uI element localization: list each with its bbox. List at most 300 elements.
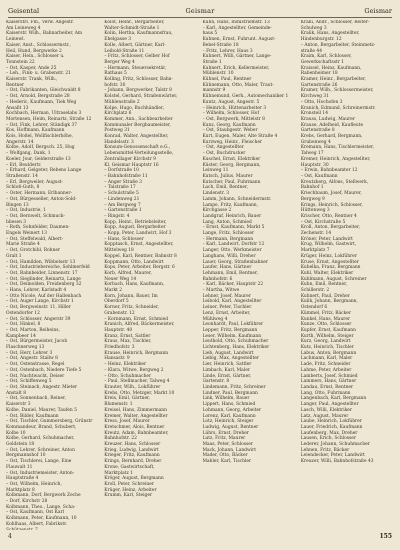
directory-entry: – Otto, Schuhmacher (104, 373, 152, 379)
directory-entry: Kröner, Peter, Landwirt (300, 236, 353, 242)
directory-entry: Hauptstraße 4 (6, 476, 39, 482)
directory-entry: Lindemann, Fritz, Schreiner (202, 385, 266, 390)
directory-entry: Kuhn, Hans, Industriemstr. 13 (202, 20, 270, 25)
directory-entry: Hansastr. 9 (104, 356, 130, 362)
directory-entry: – Ernst, Kaufmann, Markt 5 (202, 225, 265, 231)
directory-entry: Kruse, Ernst, Angestellter (300, 259, 359, 265)
directory-entry: Lahme, Peter, Arbeiter (300, 367, 352, 373)
directory-entry: – Ost, Deimolden, Freidenberg 32 (6, 282, 82, 288)
directory-entry: Leiendecker, Peter, Landwirt (300, 453, 365, 459)
directory-entry: Kühnel, Paul, Rentner (202, 77, 252, 83)
directory-entry: Kaiserstr 3 (6, 402, 31, 408)
directory-entry: Kralik, Hans, Angestellter, (300, 31, 360, 37)
directory-entry: Leiner, Peter, Tischler (202, 305, 252, 311)
directory-entry: Grubenweg 4 (300, 139, 331, 145)
directory-entry: Mack, Johann, Landwirt (202, 447, 257, 453)
directory-entry: Gralt 1 (6, 253, 22, 259)
directory-entry: Zentrallager Kirchstr 9 (104, 156, 156, 162)
directory-entry: Lauer, Georg, Straßenbahner (202, 259, 268, 265)
directory-entry: – Ost, Industriemeister, Anton- (6, 470, 75, 476)
directory-entry: Mühlweg 4 (202, 316, 228, 322)
directory-entry: – Ost, Staubgestr. Weber (202, 128, 258, 134)
directory-entry: Mühlenstraße 2 (104, 99, 140, 105)
directory-entry: – Hermann, Bergmann (202, 236, 254, 242)
directory-entry: – Ost, Wilhelm, Heinrich, (6, 481, 62, 487)
directory-entry: – Ost, Bernwelt, Schmuck- (6, 213, 65, 219)
directory-entry: Rabenheimer 18 (300, 71, 338, 77)
directory-entry: Gartenstr. 8 (202, 379, 230, 385)
directory-entry: Kolling, Fritz, Schlosser, Bahn- (104, 77, 173, 83)
directory-entry: Kraim, Karl, Schlosser, (300, 54, 352, 60)
directory-entry: Link, Wilhelm, Bauer (202, 396, 250, 402)
directory-entry: Mittelweg 18 (104, 248, 134, 254)
directory-entry: Marktplatz 1 (104, 470, 133, 476)
directory-entry: Bergweg 9 (300, 196, 325, 202)
directory-entry: Kranz, Ernst, Sattler (104, 333, 151, 339)
directory-entry: Kuntz, August, Angestr. 5 (202, 99, 260, 105)
directory-entry: Korner, Fritz, Schneider, (104, 305, 159, 311)
directory-entry: Krüger, Heinz, Arbeiter (104, 487, 157, 493)
directory-entry: Rentner (6, 82, 25, 88)
directory-columns (6, 20, 394, 530)
directory-entry: Leinweg 11 (202, 168, 229, 174)
directory-entry: Laube, Heinrich, Lokführer (300, 419, 362, 425)
directory-entry: Angerstr. 14 (6, 139, 34, 145)
directory-entry: Kurzweg, Heinr., Fleischer (202, 139, 263, 145)
directory-entry: Anstalt 8 (6, 390, 26, 396)
directory-entry: Straße 1 (202, 59, 222, 65)
directory-entry: Kühnemund, Gerh., Automechaniker 1 (202, 94, 289, 100)
directory-entry: Kramer, Heinr., Bergarbeiter, (300, 77, 367, 83)
directory-entry: Kurz, Georg, Landwirt (300, 339, 351, 345)
directory-entry: Mader, Otto, Bäcker (202, 453, 248, 459)
directory-entry: Krebs, Gerhard, Bergmann, (300, 134, 363, 140)
directory-entry: – Ost, Fink, Lehrer, Ständigk 37 (6, 122, 78, 128)
directory-entry: – Oster, Hermann, Erlbanner- (6, 191, 72, 197)
directory-entry: Latz, August, Maurer (300, 413, 349, 419)
directory-entry: Kramer, Wilh., Schlossermeister, (300, 88, 374, 94)
directory-entry: – Wilhelm, Schlosser, Hof (202, 111, 260, 117)
directory-entry: Lachmann, Karl, Maler (300, 356, 353, 362)
directory-entry: Lehmann, Emil, Rentner, (202, 270, 258, 276)
directory-entry: Kubelka, Franz, Bergmann (300, 265, 361, 271)
directory-entry: – Ost, Fabrikanten, Gleichwaldt 8 (6, 88, 81, 94)
directory-entry: Kaiserstr. Wilh., Bahnarbeiter, Am (6, 31, 83, 37)
directory-entry: Labus, Anton, Bergmann (300, 350, 357, 356)
directory-entry: Oberdorf 5 (104, 299, 129, 305)
directory-entry: Ebelgasse 3 (104, 37, 131, 43)
directory-entry: – Ost, Bürgermeister, Jacob (6, 339, 68, 345)
directory-entry: – Anger Straße 3 (104, 179, 142, 185)
directory-entry: Lohmann, Georg, Arbeiter (202, 407, 262, 413)
directory-entry: Flauwalt 11 (6, 464, 33, 470)
directory-entry: Lepper, Fritz, Bergmann (202, 327, 258, 333)
directory-entry: Leonhardt, Paul, Lokführer (202, 322, 264, 328)
directory-entry: Linde, Ernst, Gärtner, (202, 373, 252, 379)
directory-entry: Lieb, August, Landwirt (202, 350, 254, 356)
directory-entry: Kopp, Heinr., Betriebsleiter, (104, 219, 167, 225)
directory-entry: Kaiserstr. Trank, Wilh., (6, 77, 58, 83)
directory-entry: Laufenberg, Max, Dreher (300, 430, 358, 436)
directory-entry: Marktplatz 7 (300, 248, 330, 254)
directory-entry: – Schulstraße 5 (104, 191, 139, 197)
directory-entry: straße 44 (300, 48, 322, 54)
directory-entry: – Am Bergweg 7 (104, 202, 141, 208)
directory-entry: – Paul, Stellmacher, Talweg 4 (104, 379, 170, 385)
directory-entry: Gartenstraße 26 (300, 82, 338, 88)
directory-entry: Kupfer, Ernst, Kaufmann (300, 327, 356, 333)
directory-entry: – Ost, Auger Lange, Kirchstr 1 (6, 299, 74, 305)
directory-entry: hofstr. 30 (104, 82, 126, 88)
directory-entry: Rathaus 5 (104, 71, 127, 77)
directory-entry: Kuhnert, Paul, Dreher (300, 293, 350, 299)
directory-entry: Kohlhaas, Albert, Fabrikstr. (6, 521, 68, 527)
directory-entry: – Ost, Bilder, Kaufmann (6, 413, 59, 419)
header-right: Geismar (364, 7, 392, 15)
directory-entry: – Ost, Industriebereiche, Sohlmerfeld (6, 265, 90, 271)
directory-entry: Lotz, Heinrich, Steiger (202, 419, 254, 425)
directory-entry: Bahnhofstr. 6 (202, 276, 233, 282)
directory-entry: Kopptasch, Ernst, Angestellter, (104, 242, 174, 248)
directory-entry: Kaiserstrl. Fm., Verw. Angestr. (6, 20, 74, 25)
directory-entry: Grabenstr. 12 (104, 310, 135, 316)
directory-entry: Lampe, Fritz, Kaufmann, (202, 202, 258, 208)
directory-entry: Ostendorfer 12 (6, 310, 40, 316)
directory-entry: – Ost, Herr, Lehrer 3 (6, 350, 53, 356)
directory-entry: Lichtenberg, Hans, Elektriker (202, 345, 270, 351)
directory-entry: Kolbe 10 (6, 430, 26, 436)
directory-entry: Kreutzberg, Alfons, Stellwerk, (300, 179, 369, 185)
directory-entry: Kremer, Heinrich, Angestellter, (300, 156, 371, 162)
directory-entry: Lammers, Hans, Gärtner (300, 379, 357, 385)
directory-entry: Straßenstr. 14 (6, 173, 38, 179)
directory-entry: Kreis, Emil, Gärtner, (104, 396, 151, 402)
directory-entry: Krone, Gastwirtschaft, (104, 464, 155, 470)
directory-entry: – Erwin, Bahnbeamter 12 (300, 168, 358, 174)
directory-entry: – Hans, Schlosser (104, 236, 144, 242)
directory-entry: Kreisel, Hans, Zimmermann (104, 407, 167, 413)
directory-entry: – Ost, Bergwerk, Mittelstr 8 (202, 116, 265, 122)
directory-entry: Lach, Emil, Rentner, (202, 185, 249, 191)
directory-entry: – Ost, Bahnbeider, Linnenstr. 17 (6, 270, 78, 276)
directory-entry: – Ost, Tischler, Gummersberg, Grünstr (6, 419, 93, 425)
directory-entry: Kuhlmann, August, Schreiner (300, 276, 367, 282)
running-header (6, 5, 394, 17)
directory-entry: Kolbmann, Peter, Kaufmann, 10 (6, 516, 77, 522)
directory-entry: Bingen 13 (6, 202, 29, 208)
directory-entry: Zechenstr. 14 (300, 231, 332, 237)
directory-entry: Kress, Josef, Maurer (104, 419, 150, 425)
directory-entry: – Hans, Lehrer, Karlstadt 4 (6, 288, 67, 294)
directory-entry: Goldstein 18 (6, 442, 35, 448)
directory-entry: Kuhnert, Willi, Gärtner, Lange- (202, 54, 272, 60)
directory-entry: – Erhard, Gelgeter, Rebens Lange (6, 168, 82, 174)
directory-entry: Flaschnerweg 13 (6, 345, 45, 351)
directory-entry: Kraus, Max, Tischler, (104, 339, 152, 345)
directory-entry: – Erl, Beuldertr. (6, 162, 42, 168)
directory-entry: Kolbe, Adolf, Bergsch. 25, Hug (6, 145, 75, 151)
directory-entry: Schulweg 3 (300, 25, 327, 31)
directory-entry: – Ost, Kirchstraße 5 (300, 219, 346, 225)
header-left: Geisental (8, 7, 40, 15)
directory-entry: Lamm, Johann, Schneidermstr. (202, 196, 272, 202)
directory-entry: – Ost, Hamilden, Wibbelsstr 13 (6, 259, 76, 265)
directory-entry: Landau, Ernst, Rentner (300, 385, 354, 390)
directory-entry: Kranich, Edmund, Schreinermstr. (300, 105, 376, 111)
directory-entry: Kranich, Alfred, Bäckermeister, (104, 322, 175, 328)
directory-entry: Krause, Heinrich, Bergmann (104, 350, 169, 356)
directory-entry: Ansallt 13 (6, 105, 29, 111)
directory-entry: – Anton, Bergarbeiter, Steinmetz- (300, 42, 376, 48)
directory-entry: Hüttenweg 3 (300, 208, 330, 214)
directory-entry: Kaiser, Anst., Schlossermstr., (6, 42, 71, 48)
directory-entry: Koeler, Jour, Gelderstraße 13 (6, 156, 71, 162)
directory-entry: Krüger, Heinz, Lokführer (300, 253, 357, 259)
directory-entry: Kroll, Peter, Schreiner (104, 481, 154, 487)
directory-entry: – Ost, Sieglinder, Reinartz, Lange (6, 276, 81, 282)
directory-entry: Langenbach, Karl, Bergmann (300, 396, 367, 402)
directory-entry: Marktplatz 8 (6, 487, 35, 493)
directory-entry: Heil, Hund, Bergwerke 2 (6, 48, 62, 54)
directory-entry: Mühlenstr. 10 (202, 71, 234, 77)
directory-entry: Kochbach, Herman, Ultraselabs 3 (6, 111, 82, 117)
directory-entry: Leinewl. (6, 37, 25, 43)
directory-entry: Kutz, Heinrich, Tischler (300, 345, 354, 351)
directory-entry: Kuhnen, Ernst, Fuhrunt. August- (202, 37, 276, 43)
directory-entry: Lorenz, Karl, Kaufmann (202, 413, 256, 419)
directory-entry: Langer, Paul, Angestellter (300, 402, 359, 408)
directory-entry: – Ost, Steinach, Angestr. Mieter (6, 385, 78, 390)
directory-entry: Kuschel, Ernst, Elektriker (202, 156, 261, 162)
directory-entry: – Ost, Kaufmann, Ost Karl (6, 510, 64, 516)
directory-entry: Kolpe, Hugo, Buchhändler, (104, 105, 165, 111)
directory-entry: haus 5 (202, 31, 218, 37)
directory-entry: Koppel, Karl, Rentner, Bahnstr 8 (104, 253, 177, 259)
directory-entry: Kutsch, Julius, Maurer (202, 173, 253, 179)
directory-entry: Kunkel, Hans, Maurer (300, 316, 351, 322)
directory-entry: Kommunaler Bergbaumeister, (104, 122, 171, 128)
header-title: Geismar (185, 7, 215, 15)
directory-entry: Lenz, Ernst, Arbeiter, (202, 310, 251, 316)
footer-left-number: 4 (8, 533, 12, 540)
directory-entry: – Ost, Steffelwald, Albert- (6, 236, 64, 242)
directory-entry: Kralli, Andr., Schlosser, Reiter- (300, 20, 370, 25)
directory-entry: Kols, Hoßel, Wollfischlerhöhe, (6, 134, 73, 140)
directory-entry: – Dorf, Kirchstr 28 (6, 499, 48, 505)
directory-entry: – Hederic, Kaufmann, Tiek Weg (6, 99, 77, 105)
directory-entry: Neuer Weg 14 (104, 276, 137, 282)
directory-entry: Kuhnert, Erich, Kellermeister, (202, 65, 270, 71)
directory-entry: Berger Weg 4 (104, 59, 135, 65)
directory-entry: Hauptstr. 40 (104, 327, 133, 333)
directory-entry: Kommandeur, Brand, Schubert, (6, 424, 77, 430)
directory-entry: Kurth, Wilhelm, Steiger (300, 333, 354, 339)
directory-entry: Kops, Peter, Arbeiter, Bergstr. 6 (104, 265, 175, 271)
directory-entry: Talweg 17 (300, 151, 324, 157)
directory-entry: Lippert, Hans, Schmied (202, 402, 256, 408)
directory-entry: – Ost, Buchdrucker (202, 151, 246, 157)
directory-entry: – Lindenweg 21 (104, 196, 140, 202)
directory-entry: Lederer, Johann, Schuhmacher (300, 442, 370, 448)
directory-entry: Limbach, Karl, Maler (202, 367, 250, 373)
directory-entry: Lührs, Ernst, Dreher (202, 430, 249, 436)
directory-entry: – Kopp, Peter, Landwirt, Hof 3 (104, 231, 172, 237)
directory-entry: Bahnhofstr. 22 (104, 436, 137, 442)
directory-entry: Krings, Bernhard, Dreher (104, 459, 162, 465)
directory-entry: Lier, Heinrich, Sattler (202, 362, 252, 368)
directory-entry: bliesen 3 (6, 219, 27, 225)
directory-entry: Lehner, Josef, Maurer (202, 293, 251, 299)
directory-entry: – Wolfgang, Dank, 1 (6, 151, 51, 157)
directory-entry: Kuhl, Walter, Elektriker (300, 270, 354, 276)
directory-entry: Lauer, Friedrich, Kaufmann (300, 424, 363, 430)
directory-entry: – Ost, Kaufmann (300, 173, 338, 179)
directory-entry: – Leh., Fink- u. Grabenstr. 21 (6, 71, 71, 77)
directory-entry: – Ost, Industrie, 1 (6, 208, 46, 214)
directory-entry: Korb, Alfred, Maurer, (104, 270, 152, 276)
directory-entry: – Ost, Schlosser, Angerstr 39 (6, 316, 71, 322)
directory-entry: Ostendorf 6 (300, 305, 328, 311)
directory-entry: Lang, Anton, Schmied (202, 219, 252, 225)
directory-entry: Leibold, Karl, Angestellter (202, 299, 262, 305)
directory-entry: – Hermann, Steuersekretär, (104, 65, 167, 71)
directory-entry: – Kornmann, Ernst, Schmied (104, 316, 169, 322)
directory-entry: Hauptstr. 30 (300, 162, 329, 168)
directory-entry: – Dorfstraße 10 (104, 168, 139, 174)
directory-entry: Kremer, Walter, Angestellter (104, 413, 168, 419)
directory-entry: Krumm, Karl, Steiger (104, 493, 153, 499)
directory-entry: Ludwig, August, Rentner (202, 424, 259, 430)
directory-entry: Krebs, Otto, Metzger, Markt 10 (104, 390, 175, 396)
directory-entry: Kroll, Anton, Bergarbeiter, (300, 225, 361, 231)
directory-entry: Kolin, Hertha, Kaufmannsfrau, (104, 31, 173, 37)
directory-entry: Kaiser, Hein., Schlosser u. (6, 54, 65, 60)
directory-entry: – Heinrich, Hüttenarbeiter 3 (202, 105, 267, 111)
directory-entry: Korn, Johann, Bauer, Im (104, 293, 158, 299)
directory-entry: Krischer, Otto, Rentner 4 (300, 213, 357, 219)
directory-entry: Markt 2 (104, 288, 123, 294)
directory-entry: Krieg, Ludwig, Landwirt (104, 447, 159, 453)
directory-entry: Kolbe, Daniel, Maurer, Taufen 5 (6, 407, 77, 413)
directory-entry: – Otto Nicole, Auf der Hallenbach (6, 293, 82, 299)
directory-entry: Kirchweg 31 (300, 94, 329, 100)
directory-entry: – Ost, Tischlerei, Lange, Eine (6, 459, 72, 465)
directory-entry: Korbach, Hans, Kaufmann, (104, 282, 165, 288)
directory-entry: Kreutz, Adam, Bahnbeamter, (104, 430, 169, 436)
directory-entry: Lebensmittel-Verteilungsstelle, (104, 151, 174, 157)
column-4 (301, 20, 394, 530)
directory-entry: Lange, Fritz, Schlosser (202, 231, 255, 237)
directory-entry: Kurt, Eugen, Maler, Alte Straße 4 (202, 134, 278, 140)
directory-entry: – Klara, Witwe, Bergweg 2 (104, 367, 164, 373)
directory-entry: Friedhofstr. 3 (104, 345, 135, 351)
directory-entry: Handelsstr. 3 (104, 139, 134, 145)
directory-entry: – Martha, Witwe (202, 288, 240, 294)
directory-entry: – Ost, Angestr. Stallw 8 (6, 356, 58, 362)
directory-entry: – Karl, Landwirt, Dorfstr 12 (202, 242, 265, 248)
directory-entry: – Ost, Lehrer, Schreiner, Anton (6, 447, 75, 453)
directory-entry: Schillerstr. 2 (300, 288, 330, 294)
directory-entry: Kolbe, Gerhard, Schuhmacher, (6, 436, 75, 442)
directory-entry: – Gartenstraße 1 (104, 208, 142, 214)
directory-entry: Kolbmann, Theo., Lange, Scha- (6, 504, 76, 510)
directory-entry: Kunz, Georg, Kaufmann (202, 122, 256, 128)
directory-entry: – Fritz, Schlosser, Gelber Hof (104, 54, 170, 60)
directory-entry: Langer, Otto, Werkmeister (202, 248, 262, 254)
directory-entry: – Heinz, Elektriker (104, 362, 147, 368)
directory-entry: Am Leineweg 4 (6, 25, 41, 31)
directory-entry: Bahnhof 1 (300, 185, 324, 191)
directory-entry: Liebig, Max, Angestellter (202, 356, 259, 362)
directory-entry: Kriechbaum, Josef, Maurer, (300, 191, 362, 197)
directory-entry: Kolstel, Gerhard, Straßenwärter, (104, 94, 178, 100)
directory-entry: Postweg 31 (104, 128, 130, 134)
directory-entry: – Johann, Bergwerker, Talstr 8 (104, 88, 172, 94)
directory-entry: – Ost, Arnold, Bergstraße 28 (6, 94, 70, 100)
page-footer (8, 532, 392, 542)
directory-entry: – Bahnhofstraße 11 (104, 173, 148, 179)
directory-entry: Leuthold, Otto, Schuhmacher (202, 339, 269, 345)
directory-entry: Kutscher, Paul, Fuhrmann (202, 179, 261, 185)
directory-entry: Lasch, Willi, Elektriker (300, 407, 352, 413)
header-rule (8, 17, 392, 18)
column-3 (203, 20, 296, 530)
directory-entry: Kl. Geismar Hauptstr 16 (104, 162, 159, 168)
column-1 (6, 20, 99, 530)
directory-entry: – Ost, Angestellter (202, 145, 244, 151)
directory-entry: Kreuzer, Hans, Schlosser (104, 442, 161, 448)
directory-entry: Krug, Wilhelm, Gastwirt, (300, 242, 357, 248)
directory-entry: Lade, Fritz, Schneider (300, 362, 351, 368)
directory-entry: Kunze, Otto, Schlosser (300, 322, 352, 328)
directory-entry: Kraissel, Heinz, Kaufmann, (300, 65, 362, 71)
directory-entry: Bergmannshof 10 (6, 453, 46, 459)
directory-entry: Blumenstr. 1 (104, 402, 133, 408)
directory-entry: Gewerkschaftsstr 1 (300, 59, 345, 65)
directory-entry: – Karl, Bäcker, Hauptstr 22 (202, 282, 264, 288)
directory-entry (6, 528, 99, 530)
directory-entry: Kos, Hoffmann, Kaufmann (6, 128, 65, 134)
directory-entry: Kolbmann, Dorf, Bergwerk Zeche (6, 493, 81, 499)
directory-entry: – Otto, Hochofen 3 (300, 99, 343, 105)
directory-entry: Kuhn, Emil, Rentner, (300, 282, 348, 288)
column-2 (104, 20, 197, 530)
directory-entry: Hindenburgstr. 12 (300, 37, 342, 43)
directory-entry: – Ost, Schiffenweg 5 (6, 379, 52, 385)
directory-entry: – Ost, Bürgesseller, Anton-Sold- (6, 196, 77, 202)
directory-entry: Marie Straße 4 (6, 242, 40, 248)
directory-entry: Kremann, Hans, Tischlermeister, (300, 145, 375, 151)
directory-entry: Konrad, Walter, Angestellter, (104, 134, 169, 140)
directory-entry: Kampbeer 14 (6, 333, 36, 339)
directory-entry: Kröger, August, Bergmann (104, 476, 164, 482)
directory-entry: Krauss, Ludwig, Maurer (300, 116, 355, 122)
directory-entry: – Ost, Kasper, Ande 25 (6, 65, 57, 71)
directory-entry: Konsum-Genossenschaft e.G., (104, 145, 171, 151)
directory-entry: – Ost, Hinkel, 8 (6, 322, 41, 328)
directory-entry: Krings, Heinrich, Schlosser, (300, 202, 363, 208)
directory-entry: Kühnemann, Otto, Maler, Traut- (202, 82, 274, 88)
directory-entry: – Talstraße 17 (104, 185, 136, 191)
directory-entry: Küster, Georg, Bergmann, (202, 162, 261, 168)
directory-entry: Kulik, Johann, Bergmann, (300, 299, 358, 305)
directory-entry: – Ost, Ostenbach, Niedere Tiefe 5 (6, 367, 82, 373)
directory-entry: Kopp, August, Bergarbeiter (104, 225, 166, 231)
directory-entry: – Erl, Bergweiler, August- (6, 179, 64, 185)
directory-entry: Engels Weinert 13 (6, 231, 47, 237)
directory-entry: Leibold-Straße 11 (104, 48, 145, 54)
directory-entry: Kommer, Ann., Sachbearbeiter (104, 116, 173, 122)
